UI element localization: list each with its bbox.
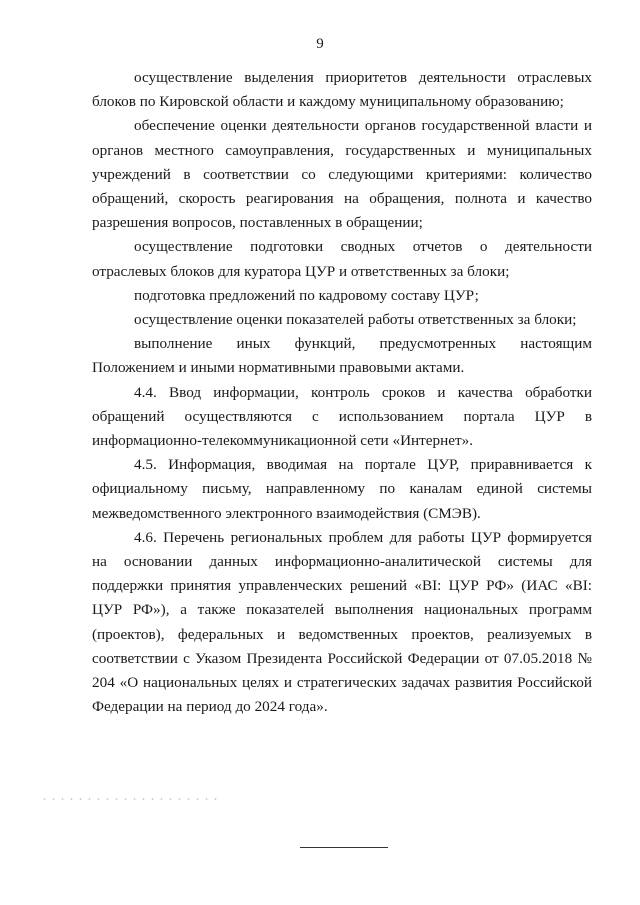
page-number: 9 [316,36,324,52]
paragraph-reports: осуществление подготовки сводных отчетов о деятельности отраслевых блоков для куратора ЦУР и ответственных за блоки; [92,238,592,280]
paragraph-4-4: 4.4. Ввод информации, контроль сроков и качества обработки обращений осуществляются с использованием портала ЦУР в информационно-телекоммуникационной сети «Интернет». [92,383,592,450]
paragraph-priorities: осуществление выделения приоритетов деятельности отраслевых блоков по Кировской области и каждому муниципальному образованию; [92,69,592,111]
paragraph-indicators: осуществление оценки показателей работы ответственных за блоки; [134,311,577,329]
paragraph-staffing: подготовка предложений по кадровому составу ЦУР; [134,286,479,304]
paragraph-other-functions: выполнение иных функций, предусмотренных настоящим Положением и иными нормативными правовыми актами. [92,335,592,377]
document-body [92,66,592,719]
end-of-text-divider [300,847,388,848]
paragraph-4-5: 4.5. Информация, вводимая на портале ЦУР, приравнивается к официальному письму, направленному по каналам единой системы межведомственного электронного взаимодействия (СМЭВ). [92,456,592,522]
paragraph-4-6: 4.6. Перечень региональных проблем для работы ЦУР формируется на основании данных информационно-аналитической системы для поддержки принятия управленческих решений «BI: ЦУР РФ» (ИАС «BI: ЦУР РФ»), а также показателей выполнения национальных программ (проектов), федеральных и ведомственных проектов, реализуемых в соответствии с Указом Президента Российской Федерации от 07.05.2018 № 204 «О национальных целях и стратегических задачах развития Российской Федерации на период до 2024 года». [92,528,592,716]
scan-artifact [40,797,220,801]
paragraph-evaluation: обеспечение оценки деятельности органов государственной власти и органов местного самоуправления, государственных и муниципальных учреждений в соответствии со следующими критериями: количество обращений, скорость реагирования на обращения, полнота и качество разрешения вопросов, поставленных в обращении; [92,117,592,232]
